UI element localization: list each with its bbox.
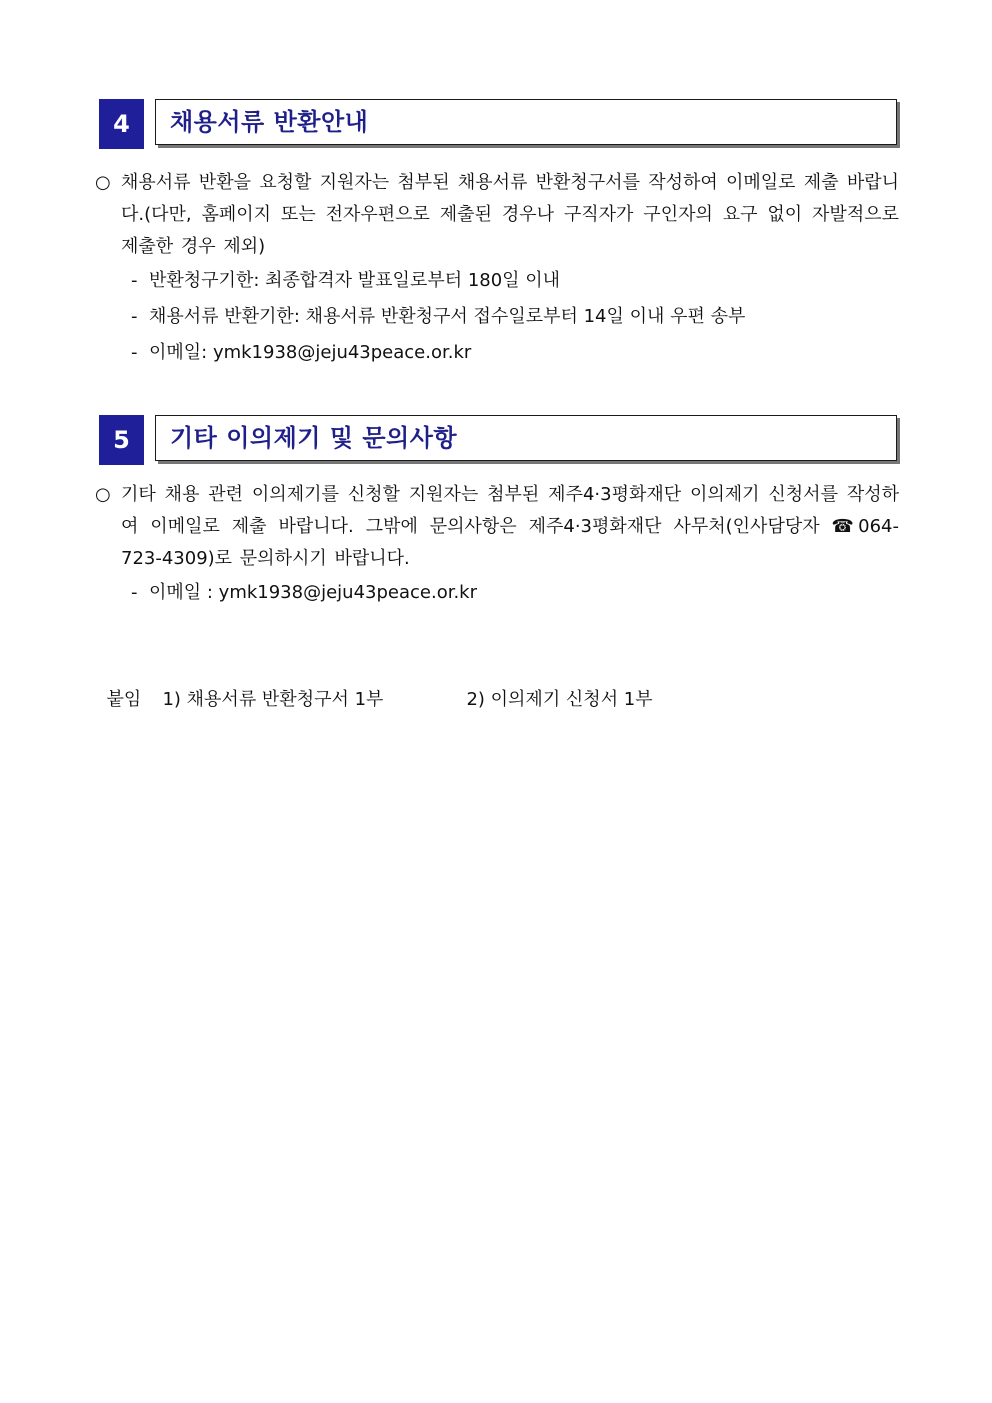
document-return-deadline-text: 채용서류 반환기한: 채용서류 반환청구서 접수일로부터 14일 이내 우편 송부 <box>149 306 746 327</box>
email-text: 이메일: ymk1938@jeju43peace.or.kr <box>149 342 472 363</box>
section-5-title: 기타 이의제기 및 문의사항 <box>170 424 458 452</box>
dash-bullet: - <box>131 270 138 291</box>
section-5 <box>95 415 899 611</box>
return-deadline-text: 반환청구기한: 최종합격자 발표일로부터 180일 이내 <box>149 270 561 291</box>
list-item <box>95 263 899 299</box>
section-5-title-box <box>155 415 897 461</box>
section-5-header <box>95 415 899 465</box>
attachments-label: 붙임 <box>106 689 142 710</box>
dash-bullet: - <box>131 342 138 363</box>
list-item <box>95 575 899 611</box>
section-4-title: 채용서류 반환안내 <box>170 108 369 136</box>
circle-bullet-icon: ○ <box>95 172 111 193</box>
section-4-paragraph <box>95 167 899 263</box>
circle-bullet-icon: ○ <box>95 484 111 505</box>
section-4-title-box <box>155 99 897 145</box>
section-4-paragraph-text: 채용서류 반환을 요청할 지원자는 첨부된 채용서류 반환청구서를 작성하여 이메일로 제출 바랍니다.(다만, 홈페이지 또는 전자우편으로 제출된 경우나 구직자가 구인자의 요구 없이 자발적으로 제출한 경우 제외) <box>121 172 899 257</box>
attachment-item-2: 2) 이의제기 신청서 1부 <box>466 689 653 710</box>
email-text: 이메일 : ymk1938@jeju43peace.or.kr <box>149 582 478 603</box>
dash-bullet: - <box>131 306 138 327</box>
attachment-item-1: 1) 채용서류 반환청구서 1부 <box>162 689 384 710</box>
section-4-number: 4 <box>99 99 144 149</box>
section-5-number: 5 <box>99 415 144 465</box>
attachments <box>95 655 653 715</box>
section-4 <box>95 99 899 371</box>
section-5-paragraph-text: 기타 채용 관련 이의제기를 신청할 지원자는 첨부된 제주4·3평화재단 이의제기 신청서를 작성하여 이메일로 제출 바랍니다. 그밖에 문의사항은 제주4·3평화재단 사무처(인사담당자 ☎064-723-4309)로 문의하시기 바랍니다. <box>121 484 899 569</box>
section-5-paragraph <box>95 479 899 575</box>
list-item <box>95 299 899 335</box>
list-item <box>95 335 899 371</box>
dash-bullet: - <box>131 582 138 603</box>
section-4-header <box>95 99 899 149</box>
